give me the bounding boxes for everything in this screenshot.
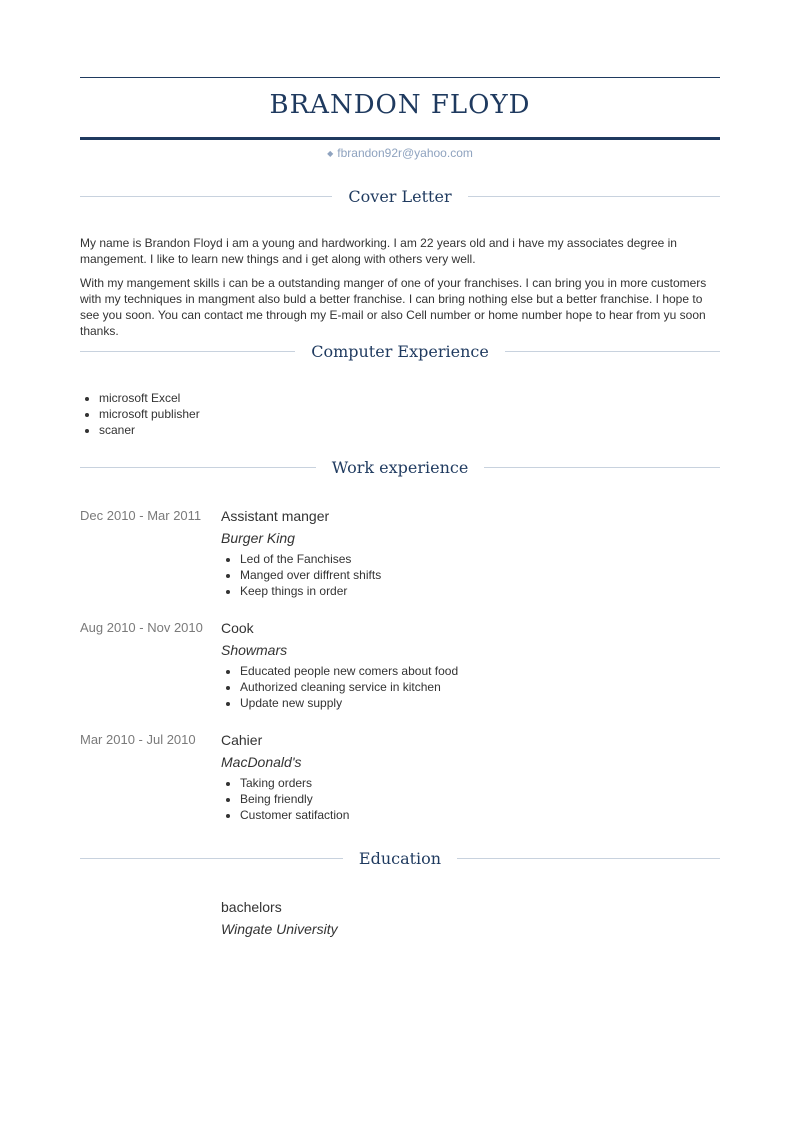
section-header-education <box>80 848 720 868</box>
contact-line <box>80 146 720 160</box>
job-title: Assistant manger <box>221 508 330 524</box>
list-item: • Educated people new comers about food <box>240 663 458 679</box>
list-item: • Led of the Fanchises <box>240 551 381 567</box>
section-rule-left <box>80 196 332 197</box>
header-top-rule <box>80 77 720 78</box>
section-rule-left <box>80 467 316 468</box>
job-dates: Dec 2010 - Mar 2011 <box>80 508 202 523</box>
list-item: • Taking orders <box>240 775 349 791</box>
candidate-name: BRANDON FLOYD <box>269 90 531 120</box>
section-rule-right <box>457 858 720 859</box>
job-title: Cahier <box>221 732 263 748</box>
job-company: MacDonald's <box>221 754 302 770</box>
list-item: • scaner <box>99 422 200 438</box>
job-company: Showmars <box>221 642 288 658</box>
cover-letter-paragraph-1: My name is Brandon Floyd i am a young and hardworking. I am 22 years old and i have my associates degree in mangement. I like to learn new things and i get along with others very well. <box>80 236 677 266</box>
section-header-cover-letter <box>80 186 720 206</box>
section-header-work-experience <box>80 457 720 477</box>
job-duties-list <box>221 663 458 711</box>
section-header-computer-experience <box>80 341 720 361</box>
section-rule-left <box>80 351 295 352</box>
list-item: • Authorized cleaning service in kitchen <box>240 679 458 695</box>
education-school: Wingate University <box>221 921 338 937</box>
section-title: Work experience <box>331 457 469 477</box>
list-item: • Manged over diffrent shifts <box>240 567 381 583</box>
header-bottom-rule <box>80 137 720 140</box>
job-duties-list <box>221 551 381 599</box>
email-address[interactable]: fbrandon92r@yahoo.com <box>337 146 473 160</box>
section-title: Computer Experience <box>311 341 489 361</box>
email-icon: ◆ <box>327 149 334 159</box>
job-dates: Aug 2010 - Nov 2010 <box>80 620 203 635</box>
list-item: • Keep things in order <box>240 583 381 599</box>
section-rule-right <box>484 467 720 468</box>
list-item: • Being friendly <box>240 791 349 807</box>
education-degree: bachelors <box>221 899 282 915</box>
job-title: Cook <box>221 620 254 636</box>
section-rule-right <box>505 351 720 352</box>
list-item: • Customer satifaction <box>240 807 349 823</box>
job-dates: Mar 2010 - Jul 2010 <box>80 732 196 747</box>
list-item: • Update new supply <box>240 695 458 711</box>
section-rule-left <box>80 858 343 859</box>
section-title: Cover Letter <box>348 186 452 206</box>
list-item: • microsoft Excel <box>99 390 200 406</box>
section-rule-right <box>468 196 720 197</box>
job-duties-list <box>221 775 349 823</box>
list-item: • microsoft publisher <box>99 406 200 422</box>
computer-skills-list <box>80 390 200 438</box>
job-company: Burger King <box>221 530 295 546</box>
section-title: Education <box>358 848 442 868</box>
cover-letter-paragraph-2: With my mangement skills i can be a outstanding manger of one of your franchises. I can bring you in more customers with my techniques in mangment also buld a better franchise. I can bring nothing else but a better franchise. I hope to see you soon. You can contact me through my E-mail or also Cell number or home number hope to hear from yu soon thanks. <box>80 276 707 338</box>
